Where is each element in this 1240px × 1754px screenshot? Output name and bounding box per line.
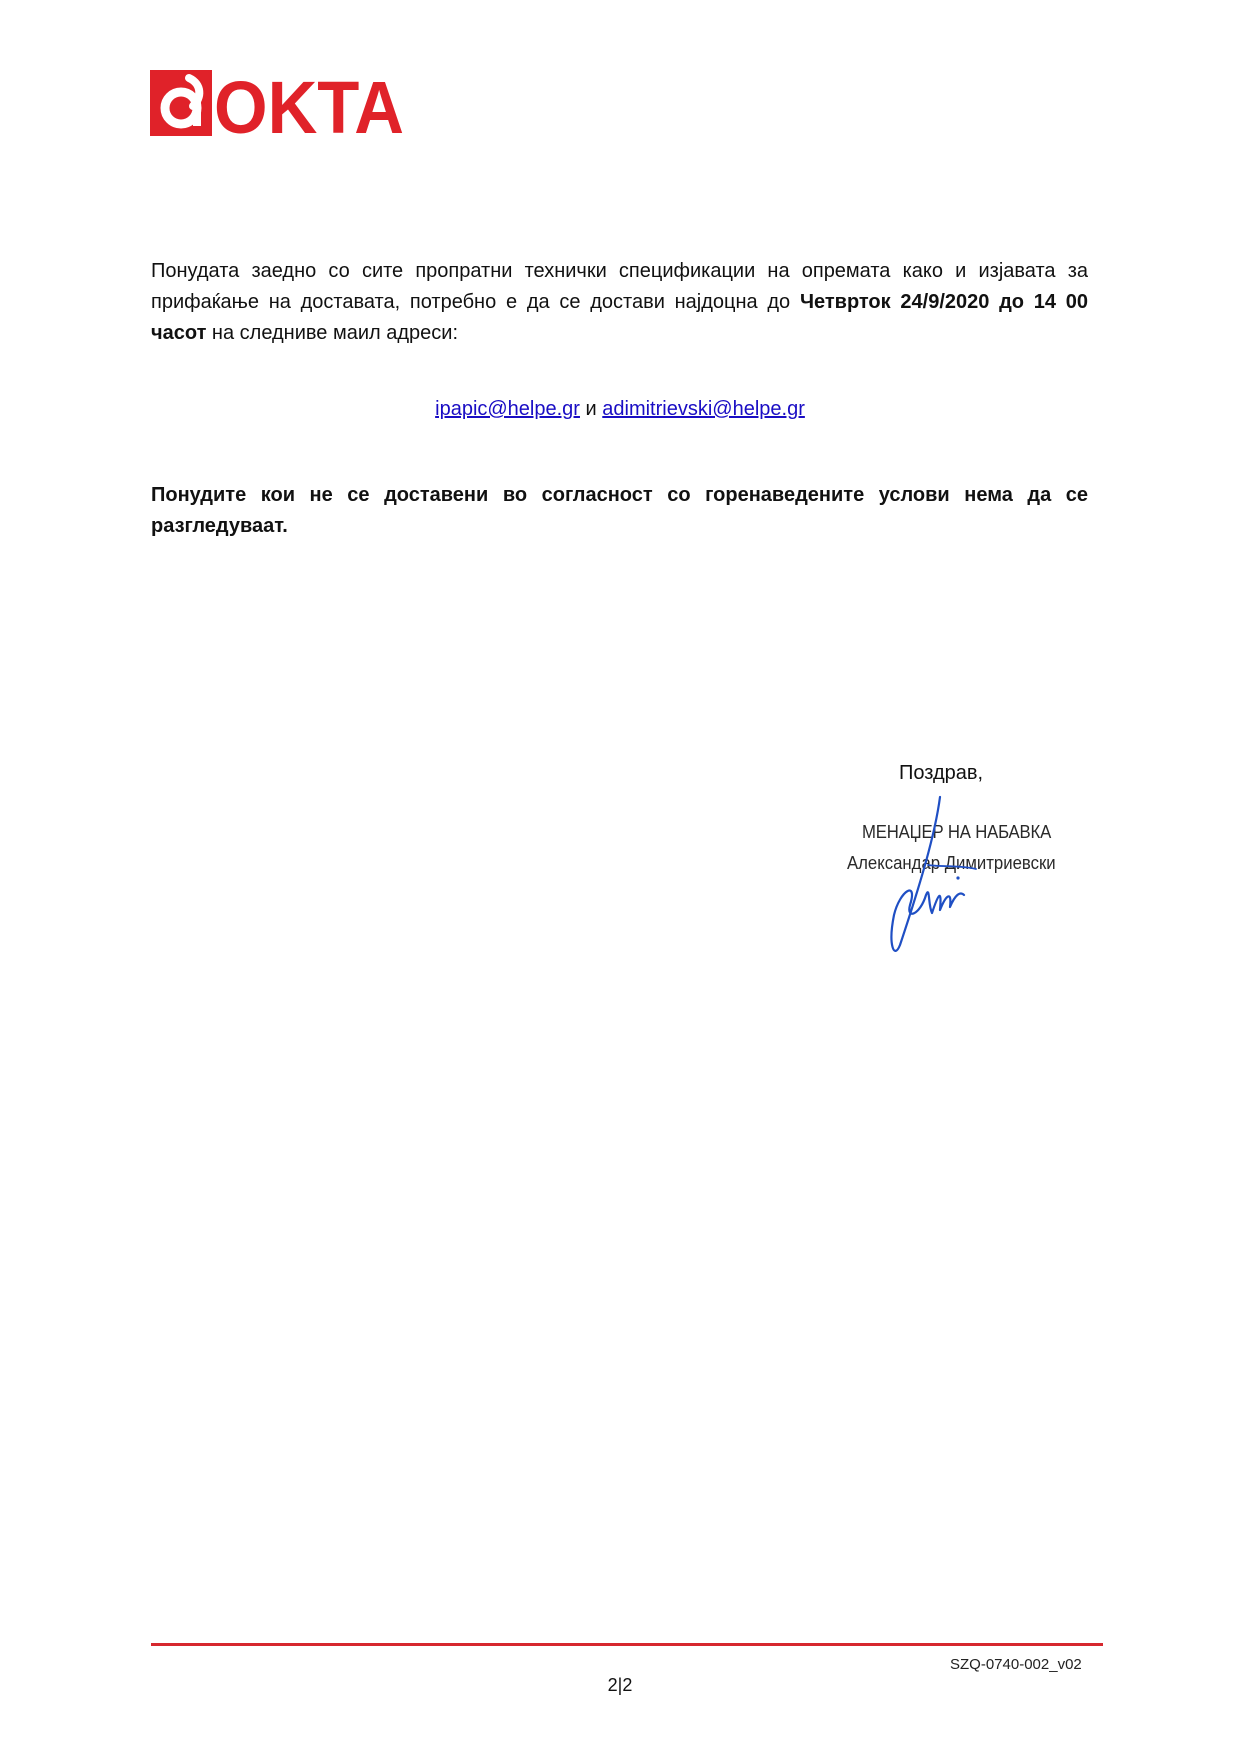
email-link-ipapic[interactable]: ipapic@helpe.gr	[435, 398, 580, 420]
footer-divider	[151, 1643, 1103, 1646]
page-number: 2|2	[607, 1675, 633, 1695]
signatory-title: МЕНАЏЕР НА НАБАВКА	[862, 822, 1052, 842]
email-link-adimitrievski[interactable]: adimitrievski@helpe.gr	[602, 398, 805, 420]
document-code: SZQ-0740-002_v02	[950, 1656, 1082, 1673]
email-connector: и	[585, 398, 597, 420]
signatory-name: Александар Димитриевски	[847, 853, 1056, 873]
deadline-text: Четврток 24/9/2020 до 14 00 часот	[151, 291, 1089, 344]
conditions-notice: Понудите кои не се доставени во согласност со горенаведените услови нема да се разгледуваат.	[151, 484, 1088, 537]
email-addresses	[0, 394, 1240, 424]
greeting: Поздрав,	[899, 762, 984, 784]
instructions-tail: на следниве маил адреси:	[206, 322, 459, 344]
signature-icon	[880, 795, 990, 955]
instructions-text: Понудата заедно со сите пропратни технички спецификации на опремата како и изјавата за прифаќање на доставата, потребно е да се достави најдоцна до	[151, 260, 1088, 313]
okta-logo	[150, 68, 406, 138]
okta-logo-mark	[150, 68, 406, 138]
logo-text: OKTA	[214, 68, 404, 138]
handwritten-signature	[880, 795, 990, 955]
instructions-paragraph	[151, 256, 1088, 349]
